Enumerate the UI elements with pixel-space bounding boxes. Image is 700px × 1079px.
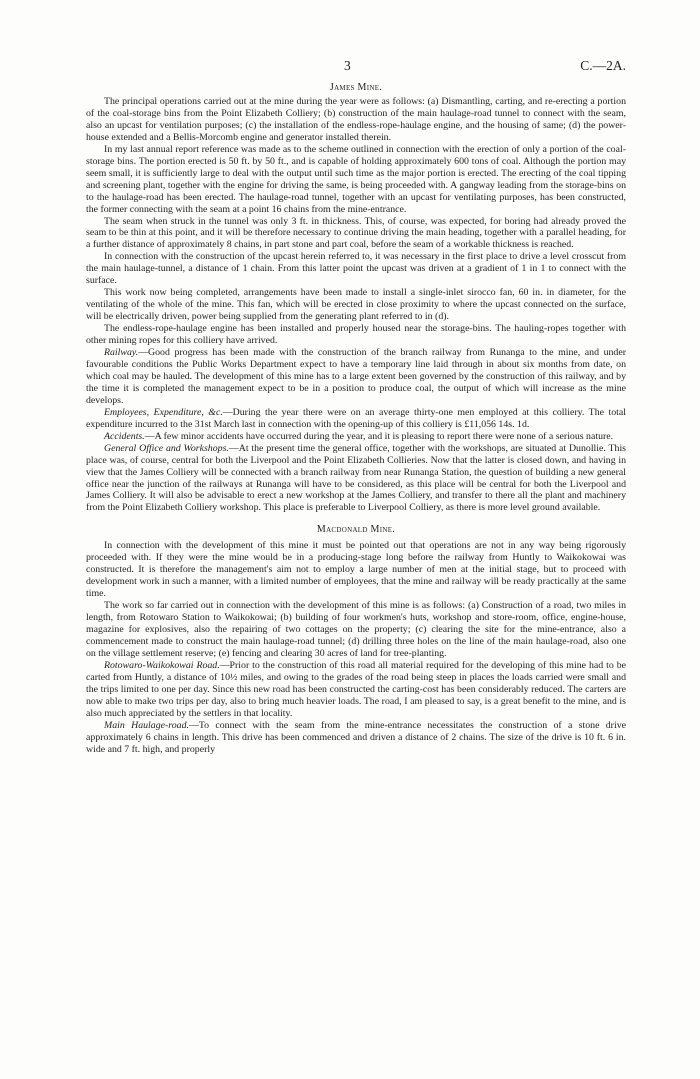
paragraph-lead: Accidents. [104, 430, 145, 442]
paragraph-road: Rotowaro-Waikokowai Road.—Prior to the construction of this road all material required for the developing of this mine had to be carted from Huntly, a distance of 10½ miles, and owing to the grades of the road being steep in places the loads carried were small and the trips limited to one per day. Since this new road has been constructed the carting-cost has been considerably reduced. The carters are now able to make two trips per day, also to bring much heavier loads. The road, I am pleased to say, is a great benefit to the mine, and is also much appreciated by the settlers in that locality. [86, 659, 627, 719]
section-macdonald-mine [86, 524, 626, 755]
document-reference: C.—2A. [580, 58, 626, 73]
page-number: 3 [344, 58, 351, 73]
paragraph: In connection with the development of this mine it must be pointed out that operations are not in any way being rigorously proceeded with. If they were the mine would be in a producing-stage long before the railway from Huntly to Waikokowai was constructed. It is therefore the management's aim not to employ a large number of men at the initial stage, but to proceed with development work in such a manner, with a limited number of employees, that the mine and railway will be ready practically at the same time. [86, 540, 626, 600]
page-body [86, 82, 626, 756]
section-james-mine [86, 82, 626, 514]
paragraph-general-office: General Office and Workshops.—At the present time the general office, together with the workshops, are situated at Dunollie. This place was, of course, central for both the Liverpool and the Point Elizabeth Collieries. Now that the latter is closed down, and having in view that the James Colliery will be connected with a branch railway from near Runanga Station, the question of building a new general office near the junction of the railways at Runanga will have to be considered, as this place will be central for both the Liverpool and James Colliery. It will also be advisable to erect a new workshop at the James Colliery, and transfer to there all the plant and machinery from the Point Elizabeth Colliery workshop. This place is preferable to Liverpool Colliery, as there is more level ground available. [86, 442, 627, 514]
paragraph-lead: Employees, Expenditure, &c. [104, 406, 223, 418]
paragraph-railway: Railway.—Good progress has been made with the construction of the branch railway from Runanga to the mine, and under favourable conditions the Public Works Department expect to have a temporary line laid through in about six months from date, on which coal may be hauled. The development of this mine has to a large extent been governed by the construction of this railway, and by the time it is completed the management expect to be in a position to produce coal, the output of which will increase as the mine develops. [86, 347, 626, 406]
section-title: James Mine. [329, 82, 383, 93]
paragraph-employees: Employees, Expenditure, &c.—During the year there were on an average thirty-one men employed at this colliery. The total expenditure incurred to the 31st March last in connection with the opening-up of this colliery is £11,056 14s. 1d. [86, 406, 626, 430]
paragraph: The seam when struck in the tunnel was only 3 ft. in thickness. This, of course, was expected, for boring had already proved the seam to be thin at this point, and it will be therefore necessary to continue driving the main heading, together with a parallel heading, for a further distance of approximately 8 chains, in part stone and part coal, before the seam of a workable thickness is reached. [86, 215, 626, 251]
paragraph: The principal operations carried out at the mine during the year were as follows: (a) Dismantling, carting, and re-erecting a portion of the coal-storage bins from the Point Elizabeth Colliery; (b) construction of the main haulage-road tunnel to connect with the seam, also an upcast for ventilation purposes; (c) the installation of the endless-rope-haulage engine, and the housing of same; (d) the power-house extended and a Bellis-Morcomb engine and generator installed therein. [86, 96, 626, 143]
paragraph: The work so far carried out in connection with the development of this mine is as follows: (a) Construction of a road, two miles in length, from Rotowaro Station to Waikokowai; (b) building of four workmen's huts, workshop and store-room, office, engine-house, magazine for explosives, also the repairing of two cottages on the property; (c) clearing the site for the mine-entrance, also a commencement made to construct the main haulage-road tunnel; (d) drilling three holes on the line of the main haulage-road, also one on the village settlement reserve; (e) fencing and clearing 30 acres of land for tree-planting. [86, 600, 626, 659]
paragraph-lead: Rotowaro-Waikokowai Road. [104, 659, 220, 671]
page-header [86, 58, 626, 74]
section-title: Macdonald Mine. [316, 524, 396, 536]
paragraph-lead: Railway. [104, 347, 139, 359]
paragraph-lead: General Office and Workshops. [104, 442, 229, 454]
paragraph-lead: Main Haulage-road. [104, 719, 189, 731]
paragraph: In my last annual report reference was made as to the scheme outlined in connection with the erection of only a portion of the coal-storage bins. The portion erected is 50 ft. by 50 ft., and is capable of holding approximately 600 tons of coal. Although the portion may seem small, it is sufficiently large to deal with the output until such time as the major portion is erected. The erecting of the coal tipping and screening plant, together with the engine for driving the same, is being proceeded with. A gangway leading from the storage-bins on to the haulage-road has been erected. The haulage-road tunnel, together with an upcast for ventilating purposes, has been constructed, the former connecting with the seam at a point 16 chains from the mine-entrance. [86, 143, 626, 215]
paragraph: In connection with the construction of the upcast herein referred to, it was necessary in the first place to drive a level crosscut from the main haulage-tunnel, a distance of 1 chain. From this latter point the upcast was driven at a gradient of 1 in 1 to connect with the surface. [86, 251, 626, 287]
paragraph-haulage-road: Main Haulage-road.—To connect with the seam from the mine-entrance necessitates the construction of a stone drive approximately 6 chains in length. This drive has been commenced and driven a distance of 2 chains. The size of the drive is 10 ft. 6 in. wide and 7 ft. high, and properly [86, 719, 626, 755]
paragraph-accidents: Accidents.—A few minor accidents have occurred during the year, and it is pleasing to report there were none of a serious nature. [104, 430, 614, 442]
paragraph: This work now being completed, arrangements have been made to install a single-inlet sirocco fan, 60 in. in diameter, for the ventilating of the whole of the mine. This fan, which will be erected in close proximity to where the upcast connected on the surface, will be electrically driven, power being supplied from the generating plant referred to in (d). [86, 287, 626, 323]
paragraph: The endless-rope-haulage engine has been installed and properly housed near the storage-bins. The hauling-ropes together with other mining ropes for this colliery have arrived. [86, 323, 626, 347]
